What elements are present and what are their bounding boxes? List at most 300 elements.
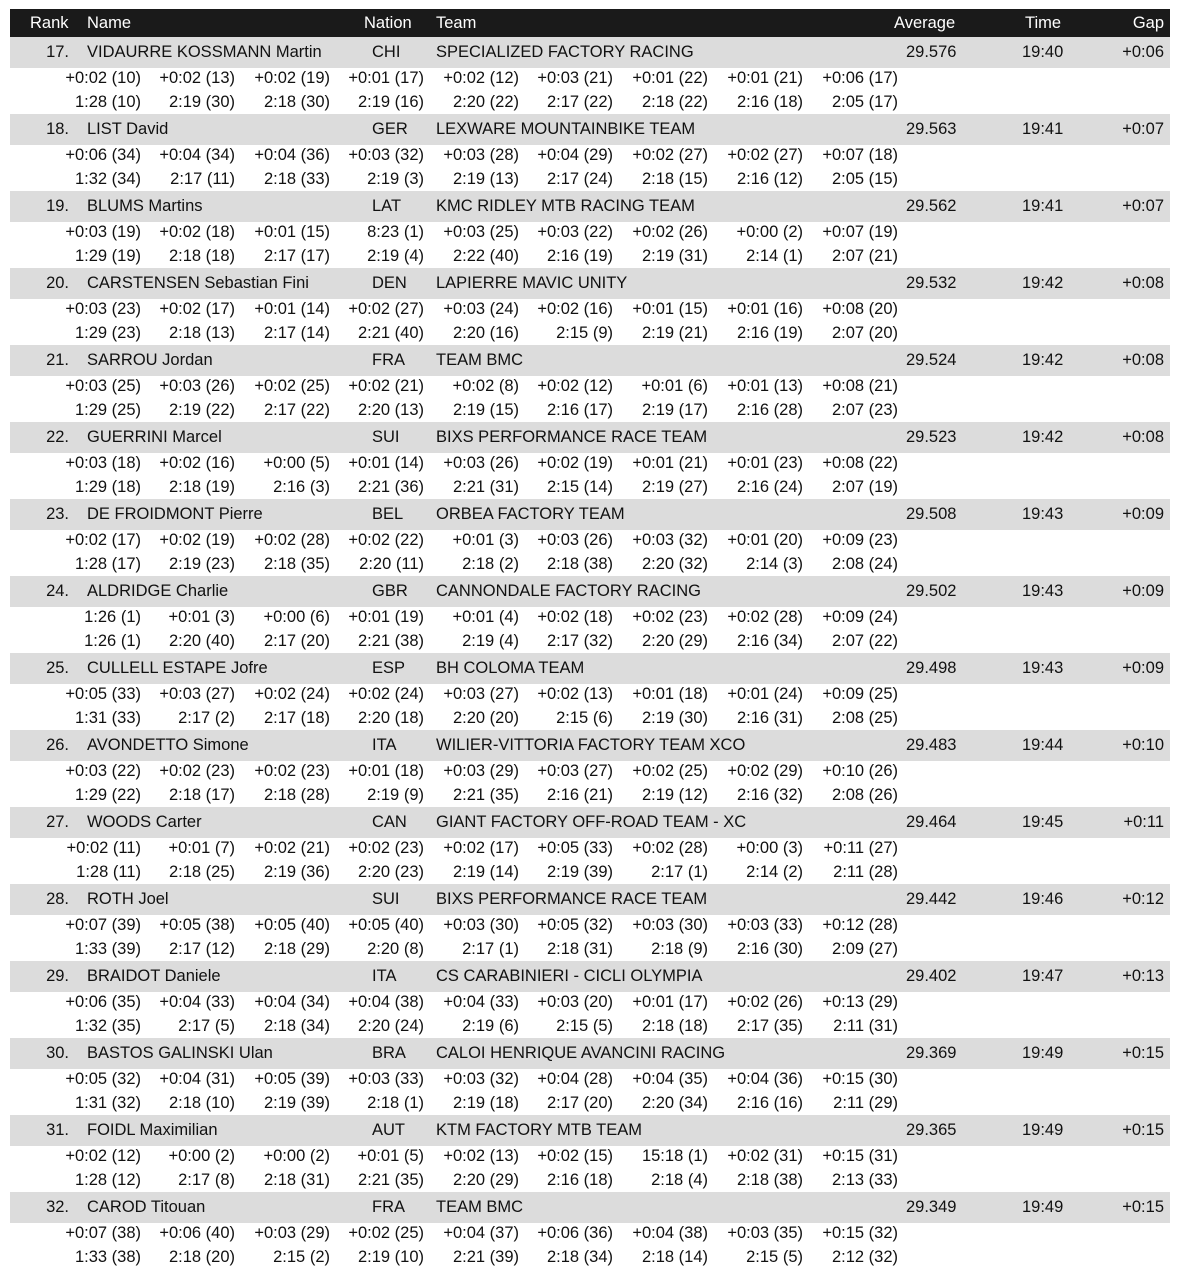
split-gap: +0:03 (21) [537,69,613,87]
lap-time: 2:17 (20) [263,632,330,650]
split-gap: +0:03 (30) [443,916,519,934]
lap-time: 2:18 (4) [651,1171,708,1189]
lap-time: 2:07 (21) [831,247,898,265]
lap-time: 2:17 (18) [263,709,330,727]
rider-rank: 26. [46,736,69,754]
rider-team: BH COLOMA TEAM [436,659,585,677]
lap-time: 2:21 (36) [357,478,424,496]
rider-rank: 30. [46,1044,69,1062]
rider-rank: 29. [46,967,69,985]
lap-time: 2:21 (40) [357,324,424,342]
rider-gap: +0:09 [1122,659,1164,677]
lap-time: 2:18 (31) [263,1171,330,1189]
split-gap: +0:04 (33) [443,993,519,1011]
split-gap: +0:06 (35) [65,993,141,1011]
split-gap: 1:26 (1) [84,608,141,626]
rider-lap-times-row [10,168,1170,192]
lap-time: 2:16 (30) [736,940,803,958]
lap-time: 2:17 (2) [178,709,235,727]
split-gap: +0:03 (23) [65,300,141,318]
lap-time: 2:19 (36) [263,863,330,881]
lap-time: 1:29 (23) [74,324,141,342]
rider-nation: BEL [372,505,404,523]
lap-time: 2:15 (14) [546,478,613,496]
split-gap: +0:04 (33) [159,993,235,1011]
lap-time: 2:15 (2) [273,1248,330,1266]
rider-lap-times-row [10,245,1170,269]
rider-average: 29.562 [906,197,957,215]
split-gap: +0:13 (29) [822,993,898,1011]
lap-time: 2:20 (13) [357,401,424,419]
split-gap: +0:12 (28) [822,916,898,934]
rider-nation: FRA [372,351,405,369]
lap-time: 2:20 (32) [641,555,708,573]
split-gap: +0:02 (28) [727,608,803,626]
split-gap: +0:02 (29) [727,762,803,780]
rider-nation: ESP [372,659,406,677]
rider-name: LIST David [87,120,169,138]
split-gap: +0:07 (19) [822,223,898,241]
split-gap: +0:02 (12) [65,1147,141,1165]
rider-nation: FRA [372,1198,405,1216]
lap-time: 2:19 (9) [367,786,424,804]
rider-name: CAROD Titouan [87,1198,206,1216]
rider-time: 19:42 [1022,428,1064,446]
split-gap: +0:01 (7) [168,839,235,857]
rider-lap-times-row [10,707,1170,731]
split-gap: +0:01 (14) [254,300,330,318]
rider-average: 29.563 [906,120,957,138]
rider-gap: +0:07 [1122,197,1164,215]
split-gap: +0:02 (17) [159,300,235,318]
split-gap: +0:04 (28) [537,1070,613,1088]
lap-time: 2:18 (31) [546,940,613,958]
lap-time: 2:19 (39) [546,863,613,881]
split-gap: +0:05 (40) [348,916,424,934]
split-gap: +0:02 (25) [348,1224,424,1242]
rider-entry [10,191,1170,268]
rider-gap: +0:13 [1122,967,1164,985]
rider-nation: CHI [372,43,401,61]
split-gap: +0:03 (26) [537,531,613,549]
lap-time: 2:19 (30) [641,709,708,727]
lap-time: 2:16 (17) [546,401,613,419]
rider-split-gaps-row [10,991,1170,1015]
rider-lap-times-row [10,784,1170,808]
lap-time: 1:28 (11) [76,863,141,881]
rider-name: GUERRINI Marcel [87,428,222,446]
rider-summary-row [10,499,1170,530]
lap-time: 2:19 (15) [452,401,519,419]
lap-time: 2:19 (12) [641,786,708,804]
split-gap: +0:06 (40) [159,1224,235,1242]
rider-split-gaps-row [10,606,1170,630]
rider-gap: +0:12 [1122,890,1164,908]
lap-time: 2:13 (33) [831,1171,898,1189]
lap-time: 2:18 (15) [641,170,708,188]
lap-time: 2:20 (18) [357,709,424,727]
lap-time: 2:16 (3) [273,478,330,496]
lap-time: 2:18 (38) [736,1171,803,1189]
rider-entry [10,268,1170,345]
rider-time: 19:49 [1022,1121,1064,1139]
rider-rank: 18. [46,120,69,138]
rider-gap: +0:10 [1122,736,1164,754]
rider-entry [10,1038,1170,1115]
split-gap: +0:03 (22) [537,223,613,241]
lap-time: 2:17 (22) [263,401,330,419]
lap-time: 2:16 (18) [736,93,803,111]
rider-time: 19:40 [1022,43,1064,61]
split-gap: +0:03 (33) [348,1070,424,1088]
lap-time: 2:17 (5) [178,1017,235,1035]
split-gap: +0:15 (31) [822,1147,898,1165]
rider-split-gaps-row [10,683,1170,707]
lap-time: 2:18 (10) [168,1094,235,1112]
lap-time: 2:17 (8) [178,1171,235,1189]
rider-split-gaps-row [10,760,1170,784]
rider-summary-row [10,191,1170,222]
rider-summary-row [10,961,1170,992]
rider-summary-row [10,422,1170,453]
lap-time: 2:18 (25) [168,863,235,881]
split-gap: +0:02 (11) [66,839,141,857]
split-gap: +0:02 (18) [159,223,235,241]
lap-time: 2:20 (23) [357,863,424,881]
rider-split-gaps-row [10,1068,1170,1092]
rider-rank: 27. [46,813,69,831]
split-gap: +0:09 (23) [822,531,898,549]
lap-time: 2:19 (21) [641,324,708,342]
rider-team: SPECIALIZED FACTORY RACING [436,43,694,61]
split-gap: +0:03 (27) [159,685,235,703]
rider-nation: CAN [372,813,407,831]
lap-time: 2:07 (22) [831,632,898,650]
split-gap: +0:11 (27) [823,839,898,857]
split-gap: +0:02 (27) [632,146,708,164]
rider-gap: +0:11 [1123,813,1164,831]
split-gap: +0:01 (21) [727,69,803,87]
rider-nation: ITA [372,736,397,754]
split-gap: +0:02 (23) [632,608,708,626]
split-gap: +0:01 (21) [632,454,708,472]
rider-entry [10,576,1170,653]
rider-lap-times-row [10,476,1170,500]
lap-time: 2:16 (21) [546,786,613,804]
lap-time: 2:21 (31) [452,478,519,496]
split-gap: +0:03 (27) [537,762,613,780]
rider-team: ORBEA FACTORY TEAM [436,505,625,523]
rider-gap: +0:15 [1122,1044,1164,1062]
rider-name: FOIDL Maximilian [87,1121,218,1139]
lap-time: 2:15 (5) [556,1017,613,1035]
rider-summary-row [10,884,1170,915]
results-table-header [10,9,1170,37]
lap-time: 2:18 (9) [651,940,708,958]
split-gap: +0:03 (30) [632,916,708,934]
rider-entry [10,499,1170,576]
split-gap: +0:01 (14) [348,454,424,472]
rider-average: 29.576 [906,43,957,61]
lap-time: 2:16 (24) [736,478,803,496]
rider-time: 19:41 [1022,120,1064,138]
rider-rank: 17. [46,43,69,61]
results-table-body [10,37,1170,1269]
split-gap: +0:02 (19) [537,454,613,472]
rider-team: CANNONDALE FACTORY RACING [436,582,701,600]
rider-entry [10,653,1170,730]
lap-time: 1:28 (12) [74,1171,141,1189]
rider-rank: 31. [46,1121,69,1139]
split-gap: +0:04 (34) [254,993,330,1011]
lap-time: 2:16 (19) [546,247,613,265]
split-gap: +0:03 (26) [159,377,235,395]
rider-summary-row [10,807,1170,838]
rider-summary-row [10,1192,1170,1223]
lap-time: 2:21 (38) [357,632,424,650]
rider-gap: +0:08 [1122,428,1164,446]
rider-rank: 24. [46,582,69,600]
split-gap: +0:01 (18) [348,762,424,780]
rider-lap-times-row [10,1246,1170,1270]
lap-time: 2:21 (35) [452,786,519,804]
lap-time: 2:18 (34) [263,1017,330,1035]
rider-summary-row [10,1038,1170,1069]
lap-time: 2:09 (27) [831,940,898,958]
rider-entry [10,1115,1170,1192]
lap-time: 2:17 (35) [736,1017,803,1035]
rider-split-gaps-row [10,837,1170,861]
rider-split-gaps-row [10,67,1170,91]
lap-time: 2:12 (32) [831,1248,898,1266]
lap-time: 2:18 (18) [168,247,235,265]
rider-summary-row [10,37,1170,68]
rider-entry [10,37,1170,114]
split-gap: +0:01 (4) [452,608,519,626]
split-gap: +0:02 (31) [727,1147,803,1165]
lap-time: 2:18 (18) [641,1017,708,1035]
split-gap: +0:03 (32) [632,531,708,549]
split-gap: +0:03 (19) [65,223,141,241]
split-gap: +0:04 (37) [443,1224,519,1242]
rider-average: 29.502 [906,582,957,600]
header-average: Average [894,14,956,32]
rider-split-gaps-row [10,144,1170,168]
rider-split-gaps-row [10,529,1170,553]
lap-time: 2:08 (26) [831,786,898,804]
lap-time: 2:17 (1) [462,940,519,958]
lap-time: 2:14 (3) [746,555,803,573]
lap-time: 2:18 (13) [168,324,235,342]
split-gap: +0:02 (10) [65,69,141,87]
split-gap: +0:00 (2) [736,223,803,241]
rider-name: CULLELL ESTAPE Jofre [87,659,268,677]
lap-time: 1:29 (19) [74,247,141,265]
split-gap: +0:02 (23) [348,839,424,857]
rider-gap: +0:09 [1122,582,1164,600]
lap-time: 2:18 (34) [546,1248,613,1266]
rider-gap: +0:07 [1122,120,1164,138]
rider-name: AVONDETTO Simone [87,736,249,754]
rider-lap-times-row [10,1092,1170,1116]
rider-nation: ITA [372,967,397,985]
header-gap: Gap [1132,14,1164,32]
rider-summary-row [10,576,1170,607]
header-rank: Rank [30,14,69,32]
rider-team: TEAM BMC [436,351,524,369]
rider-split-gaps-row [10,1145,1170,1169]
split-gap: +0:01 (23) [727,454,803,472]
lap-time: 2:19 (16) [357,93,424,111]
rider-average: 29.369 [906,1044,957,1062]
split-gap: +0:00 (3) [736,839,803,857]
rider-nation: GBR [372,582,408,600]
rider-average: 29.523 [906,428,957,446]
rider-rank: 32. [46,1198,69,1216]
split-gap: +0:03 (27) [443,685,519,703]
rider-team: BIXS PERFORMANCE RACE TEAM [436,890,708,908]
rider-average: 29.483 [906,736,957,754]
rider-average: 29.442 [906,890,957,908]
rider-time: 19:46 [1022,890,1064,908]
rider-gap: +0:09 [1122,505,1164,523]
split-gap: +0:03 (29) [443,762,519,780]
rider-nation: BRA [372,1044,406,1062]
rider-team: KMC RIDLEY MTB RACING TEAM [436,197,695,215]
lap-time: 2:18 (29) [263,940,330,958]
split-gap: +0:05 (32) [65,1070,141,1088]
split-gap: +0:03 (22) [65,762,141,780]
rider-team: LEXWARE MOUNTAINBIKE TEAM [436,120,696,138]
lap-time: 2:17 (32) [546,632,613,650]
lap-time: 2:19 (31) [641,247,708,265]
lap-time: 2:19 (27) [641,478,708,496]
split-gap: +0:02 (27) [727,146,803,164]
rider-lap-times-row [10,553,1170,577]
lap-time: 2:19 (30) [168,93,235,111]
lap-time: 2:19 (39) [263,1094,330,1112]
rider-split-gaps-row [10,375,1170,399]
rider-average: 29.365 [906,1121,957,1139]
lap-time: 2:19 (23) [168,555,235,573]
lap-time: 2:19 (3) [367,170,424,188]
lap-time: 2:20 (11) [359,555,424,573]
split-gap: +0:02 (21) [254,839,330,857]
split-gap: +0:03 (20) [537,993,613,1011]
lap-time: 2:18 (28) [263,786,330,804]
rider-summary-row [10,345,1170,376]
header-time: Time [1025,14,1062,32]
rider-split-gaps-row [10,452,1170,476]
lap-time: 2:20 (29) [452,1171,519,1189]
split-gap: +0:10 (26) [822,762,898,780]
lap-time: 1:31 (32) [74,1094,141,1112]
rider-gap: +0:08 [1122,274,1164,292]
rider-team: WILIER-VITTORIA FACTORY TEAM XCO [436,736,746,754]
rider-average: 29.349 [906,1198,957,1216]
rider-rank: 25. [46,659,69,677]
rider-rank: 20. [46,274,69,292]
lap-time: 2:22 (40) [452,247,519,265]
split-gap: +0:06 (17) [822,69,898,87]
lap-time: 2:18 (1) [367,1094,424,1112]
split-gap: +0:04 (34) [159,146,235,164]
rider-team: GIANT FACTORY OFF-ROAD TEAM - XC [436,813,747,831]
lap-time: 2:19 (14) [452,863,519,881]
rider-lap-times-row [10,861,1170,885]
header-name: Name [87,14,132,32]
rider-time: 19:49 [1022,1198,1064,1216]
rider-entry [10,1192,1170,1269]
split-gap: +0:03 (26) [443,454,519,472]
split-gap: +0:01 (3) [452,531,519,549]
split-gap: +0:02 (26) [632,223,708,241]
lap-time: 2:11 (28) [833,863,898,881]
split-gap: 8:23 (1) [367,223,424,241]
lap-time: 2:16 (31) [736,709,803,727]
lap-time: 1:33 (38) [74,1248,141,1266]
lap-time: 2:20 (8) [367,940,424,958]
rider-entry [10,730,1170,807]
lap-time: 1:32 (34) [74,170,141,188]
split-gap: +0:02 (12) [537,377,613,395]
split-gap: +0:02 (16) [537,300,613,318]
lap-time: 2:15 (6) [556,709,613,727]
lap-time: 1:28 (10) [74,93,141,111]
split-gap: +0:07 (39) [65,916,141,934]
split-gap: +0:05 (33) [537,839,613,857]
rider-average: 29.402 [906,967,957,985]
split-gap: +0:02 (13) [443,1147,519,1165]
lap-time: 2:20 (20) [452,709,519,727]
lap-time: 2:16 (12) [736,170,803,188]
lap-time: 2:07 (23) [831,401,898,419]
lap-time: 2:15 (5) [746,1248,803,1266]
split-gap: +0:04 (38) [348,993,424,1011]
lap-time: 2:11 (31) [833,1017,898,1035]
rider-name: ALDRIDGE Charlie [87,582,229,600]
split-gap: +0:02 (23) [254,762,330,780]
split-gap: 15:18 (1) [641,1147,708,1165]
split-gap: +0:02 (8) [452,377,519,395]
split-gap: +0:02 (21) [348,377,424,395]
lap-time: 2:19 (13) [452,170,519,188]
split-gap: +0:03 (32) [443,1070,519,1088]
rider-summary-row [10,730,1170,761]
lap-time: 2:16 (19) [736,324,803,342]
split-gap: +0:03 (29) [254,1224,330,1242]
split-gap: +0:03 (28) [443,146,519,164]
lap-time: 2:15 (9) [556,324,613,342]
rider-summary-row [10,114,1170,145]
split-gap: +0:04 (29) [537,146,613,164]
rider-team: CS CARABINIERI - CICLI OLYMPIA [436,967,703,985]
rider-lap-times-row [10,1169,1170,1193]
lap-time: 2:16 (34) [736,632,803,650]
lap-time: 2:17 (22) [546,93,613,111]
lap-time: 2:17 (12) [168,940,235,958]
lap-time: 2:05 (17) [831,93,898,111]
header-team: Team [436,14,477,32]
lap-time: 2:16 (32) [736,786,803,804]
lap-time: 2:21 (35) [357,1171,424,1189]
split-gap: +0:00 (2) [168,1147,235,1165]
split-gap: +0:06 (36) [537,1224,613,1242]
lap-time: 2:18 (20) [168,1248,235,1266]
split-gap: +0:06 (34) [65,146,141,164]
lap-time: 2:18 (17) [168,786,235,804]
rider-average: 29.508 [906,505,957,523]
